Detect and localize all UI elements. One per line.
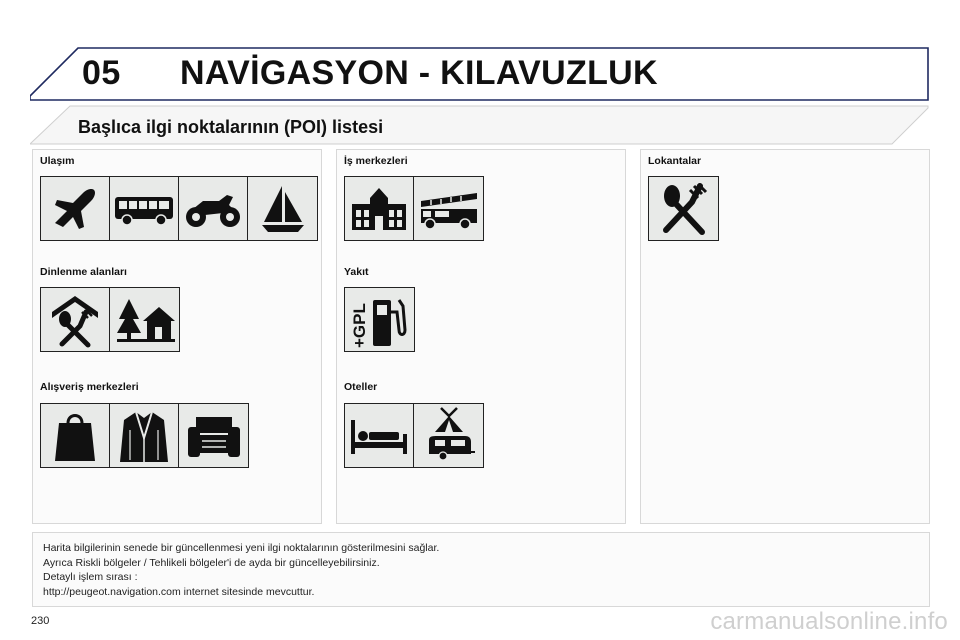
armchair-icon xyxy=(179,404,248,467)
bed-icon xyxy=(345,404,414,467)
info-line-1: Harita bilgilerinin senede bir güncellenmesi yeni ilgi noktalarının gösterilmesini sağlar. xyxy=(43,542,440,554)
watermark: carmanualsonline.info xyxy=(710,608,948,635)
poi-column-3 xyxy=(640,149,930,524)
icon-row-rest-areas xyxy=(40,287,180,352)
category-label-transport: Ulaşım xyxy=(40,155,75,167)
chapter-number: 05 xyxy=(82,54,121,92)
category-label-hotels: Oteller xyxy=(344,381,378,393)
section-header xyxy=(30,104,930,148)
suit-jacket-icon xyxy=(110,404,179,467)
icon-row-transport xyxy=(40,176,318,241)
icon-row-fuel xyxy=(344,287,415,352)
rest-area-fork-knife-icon xyxy=(41,288,110,351)
camping-tent-caravan-icon xyxy=(414,404,483,467)
poi-column-2 xyxy=(336,149,626,524)
poi-column-1 xyxy=(32,149,322,524)
svg-text:+GPL: +GPL xyxy=(349,302,369,348)
info-line-3: Detaylı işlem sırası : xyxy=(43,571,138,583)
chapter-title: NAVİGASYON - KILAVUZLUK xyxy=(180,54,658,92)
info-box xyxy=(32,532,930,607)
sailboat-icon xyxy=(248,177,317,240)
category-label-fuel: Yakıt xyxy=(344,266,369,278)
chapter-header xyxy=(30,46,930,102)
fire-truck-icon xyxy=(414,177,483,240)
icon-row-restaurants xyxy=(648,176,719,241)
icon-row-shopping xyxy=(40,403,249,468)
airplane-icon xyxy=(41,177,110,240)
fork-knife-icon xyxy=(649,177,718,240)
park-house-trees-icon xyxy=(110,288,179,351)
category-label-rest-areas: Dinlenme alanları xyxy=(40,266,127,278)
motorcycle-icon xyxy=(179,177,248,240)
category-label-restaurants: Lokantalar xyxy=(648,155,702,167)
category-label-shopping: Alışveriş merkezleri xyxy=(40,381,139,393)
info-line-2: Ayrıca Riskli bölgeler / Tehlikeli bölgeler'i de ayda bir güncelleyebilirsiniz. xyxy=(43,556,380,569)
section-title: Başlıca ilgi noktalarının (POI) listesi xyxy=(78,117,384,137)
bus-icon xyxy=(110,177,179,240)
school-building-icon xyxy=(345,177,414,240)
category-label-business: İş merkezleri xyxy=(344,155,408,167)
page-number: 230 xyxy=(31,615,50,627)
gpl-fuel-pump-icon xyxy=(345,288,414,351)
icon-row-business xyxy=(344,176,484,241)
icon-row-hotels xyxy=(344,403,484,468)
info-line-4: http://peugeot.navigation.com internet sitesinde mevcuttur. xyxy=(43,585,315,598)
shopping-bag-icon xyxy=(41,404,110,467)
